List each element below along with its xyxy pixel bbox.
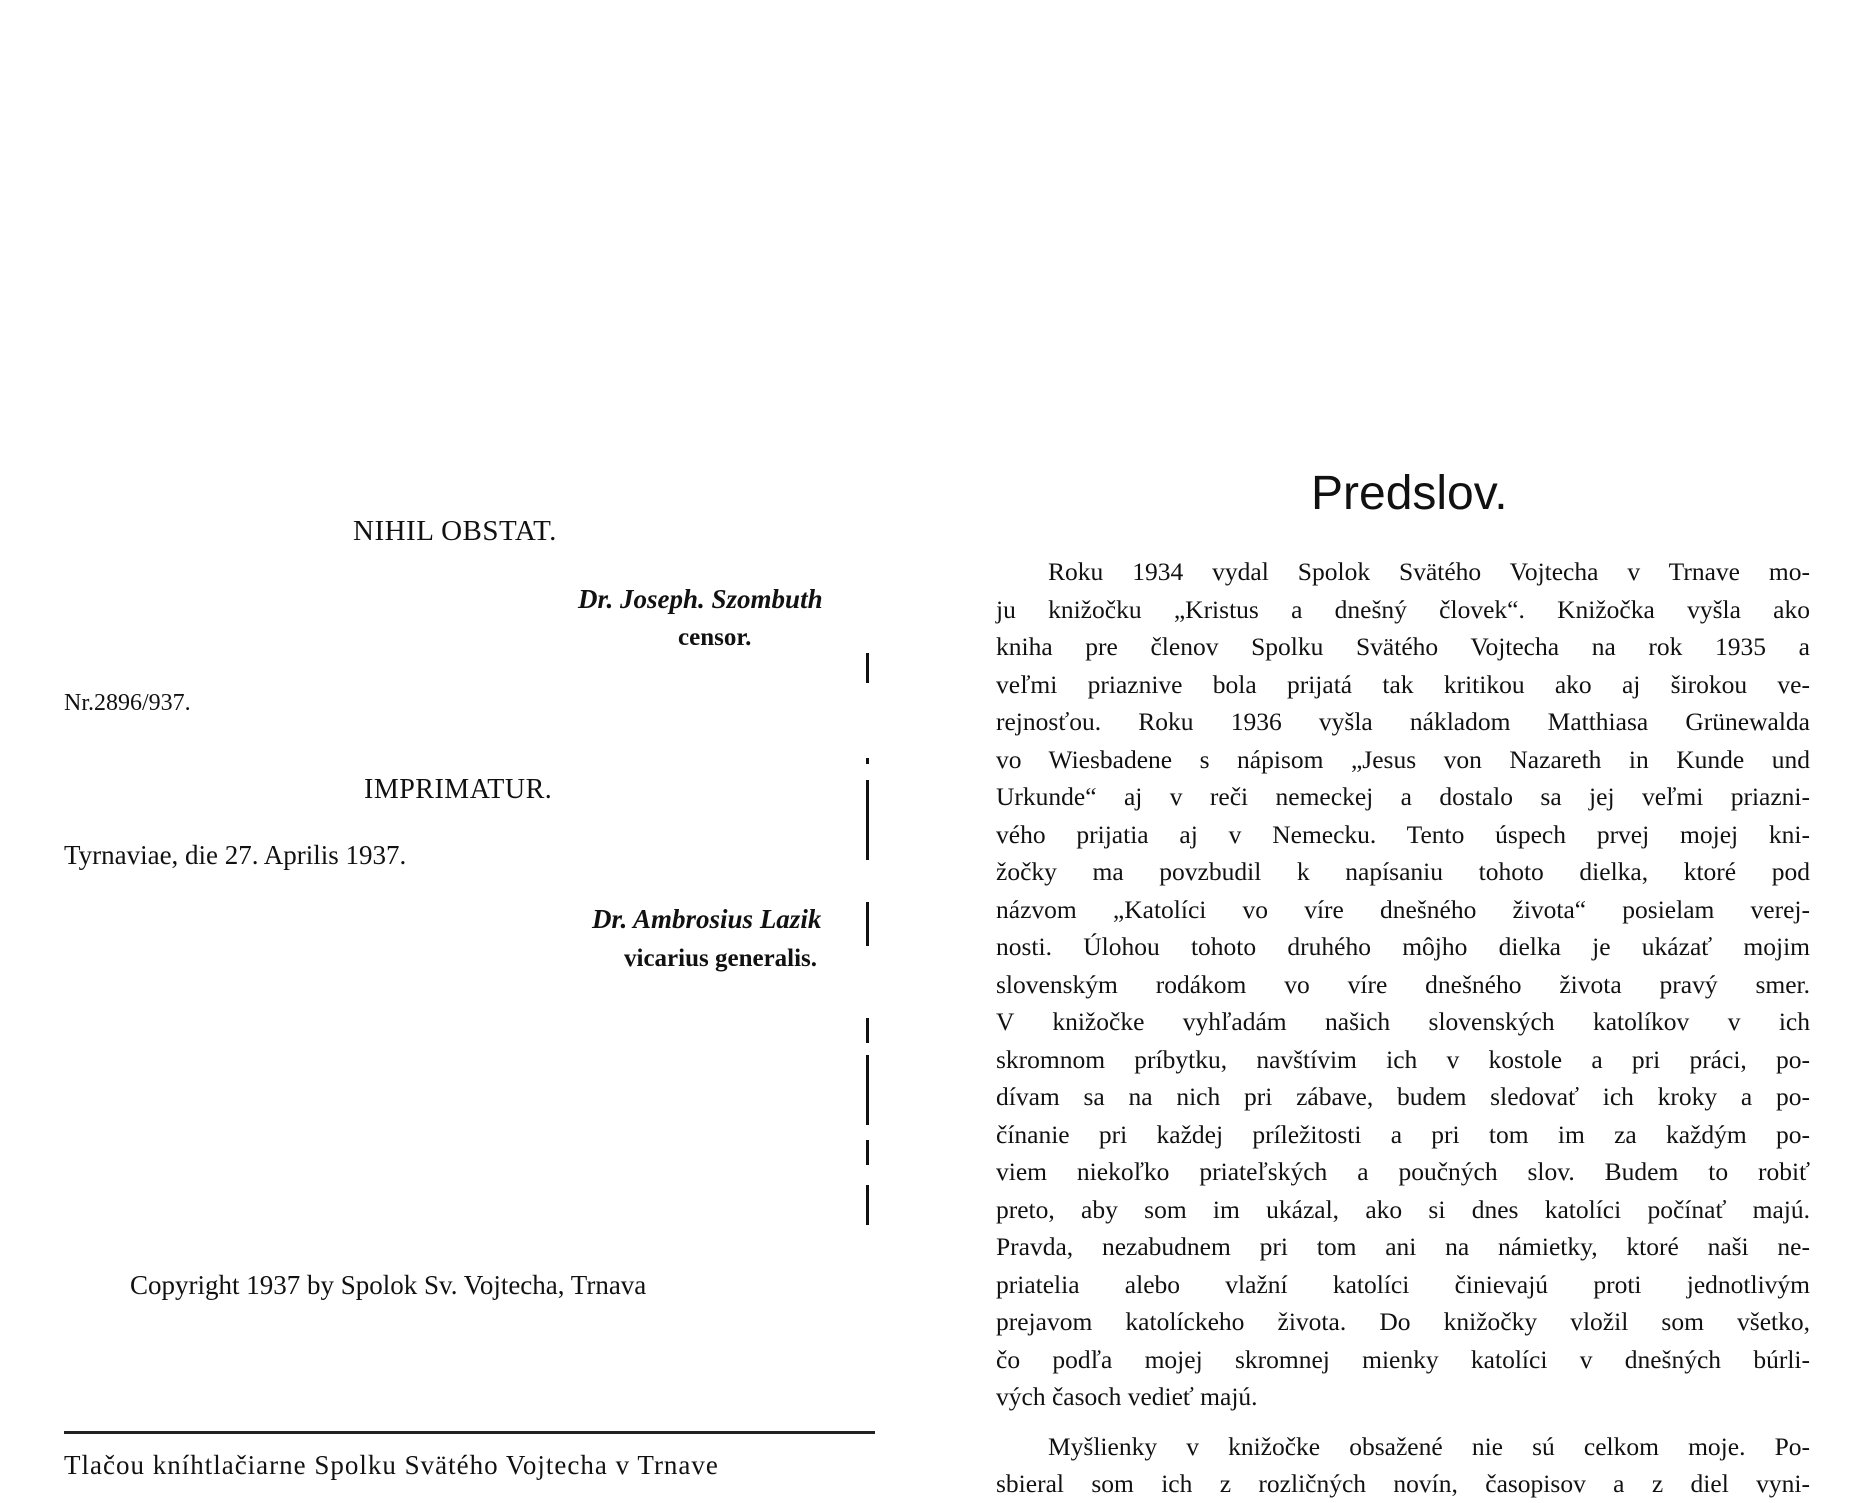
censor-role: censor. [678,624,752,651]
copyright-line: Copyright 1937 by Spolok Sv. Vojtecha, Trnava [130,1270,647,1300]
text-line: vo Wiesbadene s nápisom „Jesus von Nazareth in Kunde und [996,744,1810,774]
text-line: rejnosťou. Roku 1936 vyšla nákladom Matthiasa Grünewalda [996,707,1810,736]
vicar-name: Dr. Ambrosius Lazik [592,904,822,934]
text-line: kniha pre členov Spolku Svätého Vojtecha na rok 1935 a [996,632,1810,661]
text-line: názvom „Katolíci vo víre dnešného života“ posielam verej- [996,894,1810,924]
printer-imprint: Tlačou kníhtlačiarne Spolku Svätého Vojtecha v Trnave [64,1450,719,1480]
gutter-mark [866,780,869,860]
gutter-mark [866,758,869,764]
preface-paragraph-1 [996,553,1810,1416]
footer-rule [64,1431,875,1434]
text-line: vých časoch vedieť majú. [996,1382,1258,1411]
vicar-role: vicarius generalis. [624,945,818,972]
gutter-mark [866,653,869,683]
registry-number: Nr.2896/937. [64,690,191,716]
text-line: čínanie pri každej príležitosti a pri tom im za každým po- [996,1119,1810,1149]
gutter-mark [866,1018,869,1043]
text-line: skromnom príbytku, navštívim ich v kostole a pri práci, po- [996,1044,1810,1074]
gutter-mark [866,1140,869,1165]
text-line: Myšlienky v knižočke obsažené nie sú celkom moje. Po- [1048,1431,1810,1461]
text-line: preto, aby som im ukázal, ako si dnes katolíci počínať majú. [996,1194,1810,1224]
preface-paragraph-2 [996,1428,1810,1503]
text-line: čo podľa mojej skromnej mienky katolíci v dnešných búrli- [996,1344,1810,1374]
gutter-mark [866,1055,869,1125]
text-line: nosti. Úlohou tohoto druhého môjho dielka je ukázať mojim [996,932,1810,961]
text-line: Roku 1934 vydal Spolok Svätého Vojtecha v Trnave mo- [1048,557,1810,586]
gutter-mark [866,902,869,946]
text-line: Pravda, nezabudnem pri tom ani na námietky, ktoré naši ne- [996,1232,1810,1261]
nihil-obstat-heading: NIHIL OBSTAT. [353,515,557,547]
text-line: ju knižočku „Kristus a dnešný človek“. Knižočka vyšla ako [996,594,1810,624]
text-line: slovenským rodákom vo víre dnešného života pravý smer. [996,969,1810,999]
text-line: viem niekoľko priateľských a poučných slov. Budem to robiť [996,1157,1810,1186]
preface-title: Predslov. [1311,467,1508,520]
text-line: dívam sa na nich pri zábave, budem sledovať ich kroky a po- [996,1082,1810,1111]
censor-name: Dr. Joseph. Szombuth [578,584,823,614]
text-line: žočky ma povzbudil k napísaniu tohoto dielka, ktoré pod [996,857,1810,886]
place-date: Tyrnaviae, die 27. Aprilis 1937. [64,840,407,870]
text-line: Urkunde“ aj v reči nemeckej a dostalo sa jej veľmi priazni- [996,782,1810,811]
text-line: prejavom katolíckeho života. Do knižočky vložil som všetko, [996,1307,1810,1336]
text-line: vého prijatia aj v Nemecku. Tento úspech prvej mojej kni- [996,819,1810,849]
preface-body [996,553,1810,1503]
text-line: priatelia alebo vlažní katolíci činievajú proti jednotlivým [996,1269,1810,1299]
text-line: V knižočke vyhľadám našich slovenských katolíkov v ich [996,1007,1810,1036]
text-line: veľmi priaznive bola prijatá tak kritikou ako aj širokou ve- [996,669,1810,699]
imprimatur-heading: IMPRIMATUR. [364,774,553,805]
text-line: sbieral som ich z rozličných novín, časopisov a z diel vyni- [996,1469,1810,1498]
gutter-mark [866,1185,869,1225]
